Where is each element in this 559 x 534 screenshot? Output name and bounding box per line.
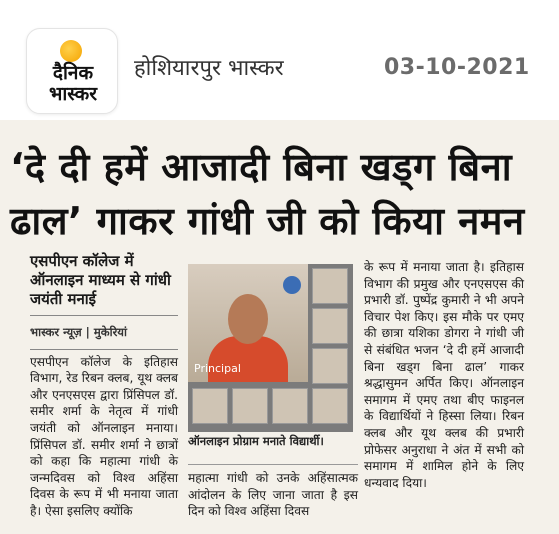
- logo-text-line2: भास्कर: [48, 83, 98, 105]
- participant-thumbnail: [312, 268, 348, 304]
- article-headline: [10, 140, 550, 248]
- audio-icon: [283, 276, 301, 294]
- edition-date: 03-10-2021: [384, 55, 530, 80]
- headline-line-1: ‘दे दी हमें आजादी बिना खड्ग बिना: [10, 145, 513, 189]
- participant-thumbnail: [192, 388, 228, 424]
- masthead: [0, 0, 559, 120]
- participant-thumbnail: [272, 388, 308, 424]
- divider: [30, 315, 178, 316]
- article-body-col3: के रूप में मनाया जाता है। इतिहास विभाग की प्रमुख और एनएसएस की प्रभारी डॉ. पुष्पेंद्र कुमारी ने भी अपने विचार पेश किए। इस मौके पर एमए की छात्रा यशिका डोगरा ने गांधी जी से संबंधित भजन ‘दे दी हमें आजादी बिना खड्ग बिना ढाल’ गाकर श्रद्धासुमन अर्पित किए। ऑनलाइन समागम में एमए तथा बीए फाइनल के विद्यार्थियों ने हिस्सा लिया। रिबन क्लब और यूथ क्लब की प्रभारी प्रोफेसर अनुराधा ने अंत में सभी को समागम में शामिल होने के लिए धन्यवाद दिया।: [364, 260, 524, 490]
- article-byline: भास्कर न्यूज़ | मुकेरियां: [30, 325, 127, 339]
- divider: [188, 464, 358, 465]
- article-column-1: [30, 252, 178, 520]
- principal-video-tile: [188, 264, 308, 382]
- dainik-bhaskar-logo[interactable]: [26, 28, 118, 114]
- person-face: [228, 294, 268, 344]
- logo-text-line1: दैनिक: [52, 62, 94, 84]
- article-body-col2: महात्मा गांधी को उनके अहिंसात्मक आंदोलन के लिए जाना जाता है इस दिन को विश्व अहिंसा दिवस: [188, 471, 358, 519]
- article-photo: [188, 264, 353, 432]
- headline-line-2: ढाल’ गाकर गांधी जी को किया नमन: [10, 199, 525, 243]
- divider: [30, 349, 178, 350]
- participant-thumbnail: [312, 308, 348, 344]
- article-body-col1: एसपीएन कॉलेज के इतिहास विभाग, रेड रिबन क्लब, यूथ क्लब और एनएसएस द्वारा प्रिंसिपल डॉ. समीर शर्मा के नेतृत्व में गांधी जयंती को ऑनलाइन मनाया। प्रिंसिपल डॉ. समीर शर्मा ने छात्रों को कहा कि महात्मा गांधी के जन्मदिवस को विश्व अहिंसा दिवस के रूप में भी मनाया जाता है। ऐसा इसलिए क्योंकि: [30, 354, 178, 518]
- participant-thumbnail: [232, 388, 268, 424]
- photo-caption: ऑनलाइन प्रोग्राम मनाते विद्यार्थी।: [188, 434, 324, 448]
- sun-icon: [60, 40, 82, 62]
- edition-name: होशियारपुर भास्कर: [134, 56, 284, 81]
- participant-thumbnail: [312, 388, 348, 424]
- article-subhead: एसपीएन कॉलेज में ऑनलाइन माध्यम से गांधी जयंती मनाई: [30, 252, 171, 308]
- video-tile-label: Principal: [194, 362, 241, 375]
- participant-thumbnail: [312, 348, 348, 384]
